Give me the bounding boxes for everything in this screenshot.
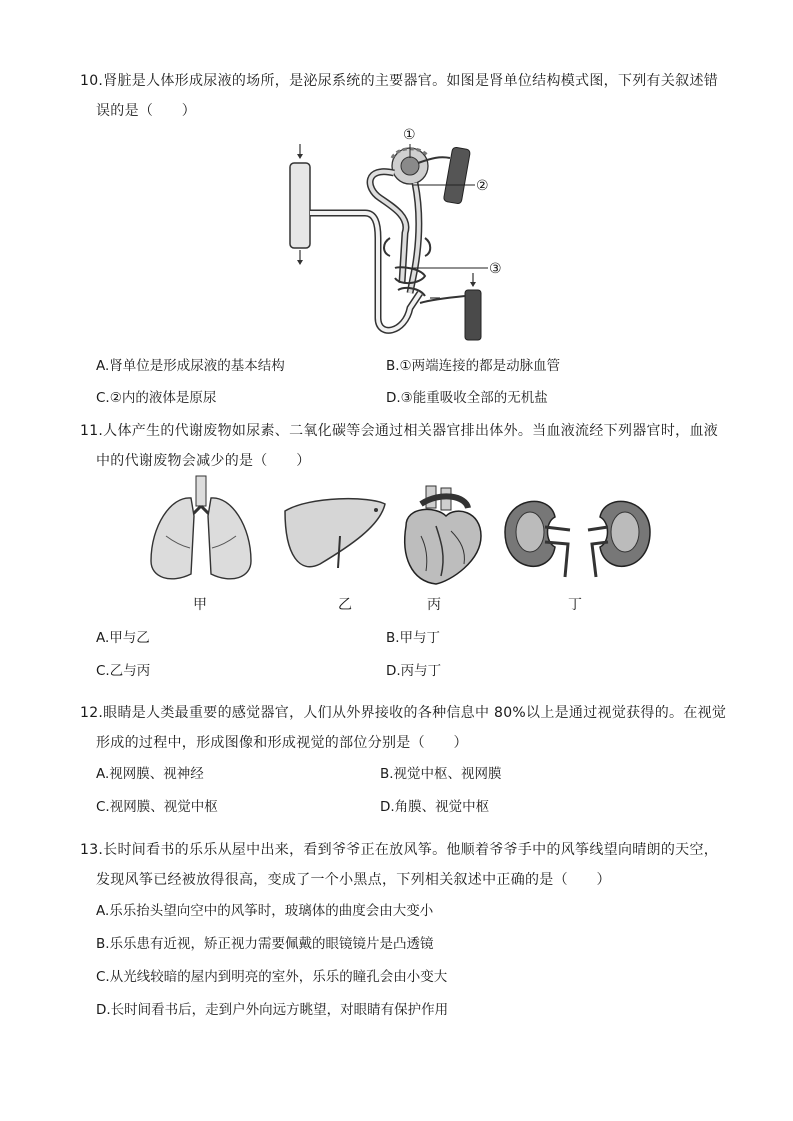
- q11-option-d[interactable]: D.丙与丁: [386, 663, 442, 679]
- q10-option-b[interactable]: B.①两端连接的都是动脉血管: [386, 358, 561, 374]
- organ-label-ding: 丁: [568, 597, 582, 613]
- lungs-illustration: [146, 476, 256, 586]
- q13-option-a[interactable]: A.乐乐抬头望向空中的风筝时，玻璃体的曲度会由大变小: [96, 903, 434, 919]
- q13-stem-line1: 13.长时间看书的乐乐从屋中出来，看到爷爷正在放风筝。他顺着爷爷手中的风筝线望向晴朗的天空，: [80, 842, 719, 858]
- q10-option-a[interactable]: A.肾单位是形成尿液的基本结构: [96, 358, 285, 374]
- q11-option-c[interactable]: C.乙与丙: [96, 663, 151, 679]
- q11-stem-line1: 11.人体产生的代谢废物如尿素、二氧化碳等会通过相关器官排出体外。当血液流经下列器官时，血液: [80, 423, 719, 439]
- q12-stem-line2: 形成的过程中，形成图像和形成视觉的部位分别是（ ）: [96, 735, 468, 751]
- marker-3: ③: [489, 261, 502, 277]
- heart-illustration: [396, 486, 486, 586]
- q10-option-c[interactable]: C.②内的液体是原尿: [96, 390, 217, 406]
- q11-stem-line2: 中的代谢废物会减少的是（ ）: [96, 453, 311, 469]
- q10-option-d[interactable]: D.③能重吸收全部的无机盐: [386, 390, 548, 406]
- q13-stem-line2: 发现风筝已经被放得很高，变成了一个小黑点，下列相关叙述中正确的是（ ）: [96, 872, 611, 888]
- q10-stem-line1: 10.肾脏是人体形成尿液的场所，是泌尿系统的主要器官。如图是肾单位结构模式图，下列有关叙述错: [80, 73, 719, 89]
- q13-option-c[interactable]: C.从光线较暗的屋内到明亮的室外，乐乐的瞳孔会由小变大: [96, 969, 448, 985]
- q12-option-d[interactable]: D.角膜、视觉中枢: [380, 799, 490, 815]
- liver-illustration: [280, 496, 390, 576]
- q12-option-b[interactable]: B.视觉中枢、视网膜: [380, 766, 502, 782]
- q12-option-c[interactable]: C.视网膜、视觉中枢: [96, 799, 218, 815]
- q12-stem-line1: 12.眼睛是人类最重要的感觉器官，人们从外界接收的各种信息中 80%以上是通过视觉获得的。在视觉: [80, 705, 727, 721]
- organ-label-yi: 乙: [338, 597, 352, 613]
- q12-option-a[interactable]: A.视网膜、视神经: [96, 766, 204, 782]
- organ-label-bing: 丙: [427, 597, 441, 613]
- q11-option-b[interactable]: B.甲与丁: [386, 630, 441, 646]
- nephron-diagram: [270, 118, 530, 348]
- kidney-illustration: [500, 492, 660, 582]
- q13-option-d[interactable]: D.长时间看书后，走到户外向远方眺望，对眼睛有保护作用: [96, 1002, 449, 1018]
- marker-2: ②: [476, 178, 489, 194]
- marker-1: ①: [403, 127, 416, 143]
- q11-option-a[interactable]: A.甲与乙: [96, 630, 150, 646]
- q13-option-b[interactable]: B.乐乐患有近视，矫正视力需要佩戴的眼镜镜片是凸透镜: [96, 936, 434, 952]
- organ-label-jia: 甲: [193, 597, 207, 613]
- q10-stem-line2: 误的是（ ）: [96, 103, 197, 119]
